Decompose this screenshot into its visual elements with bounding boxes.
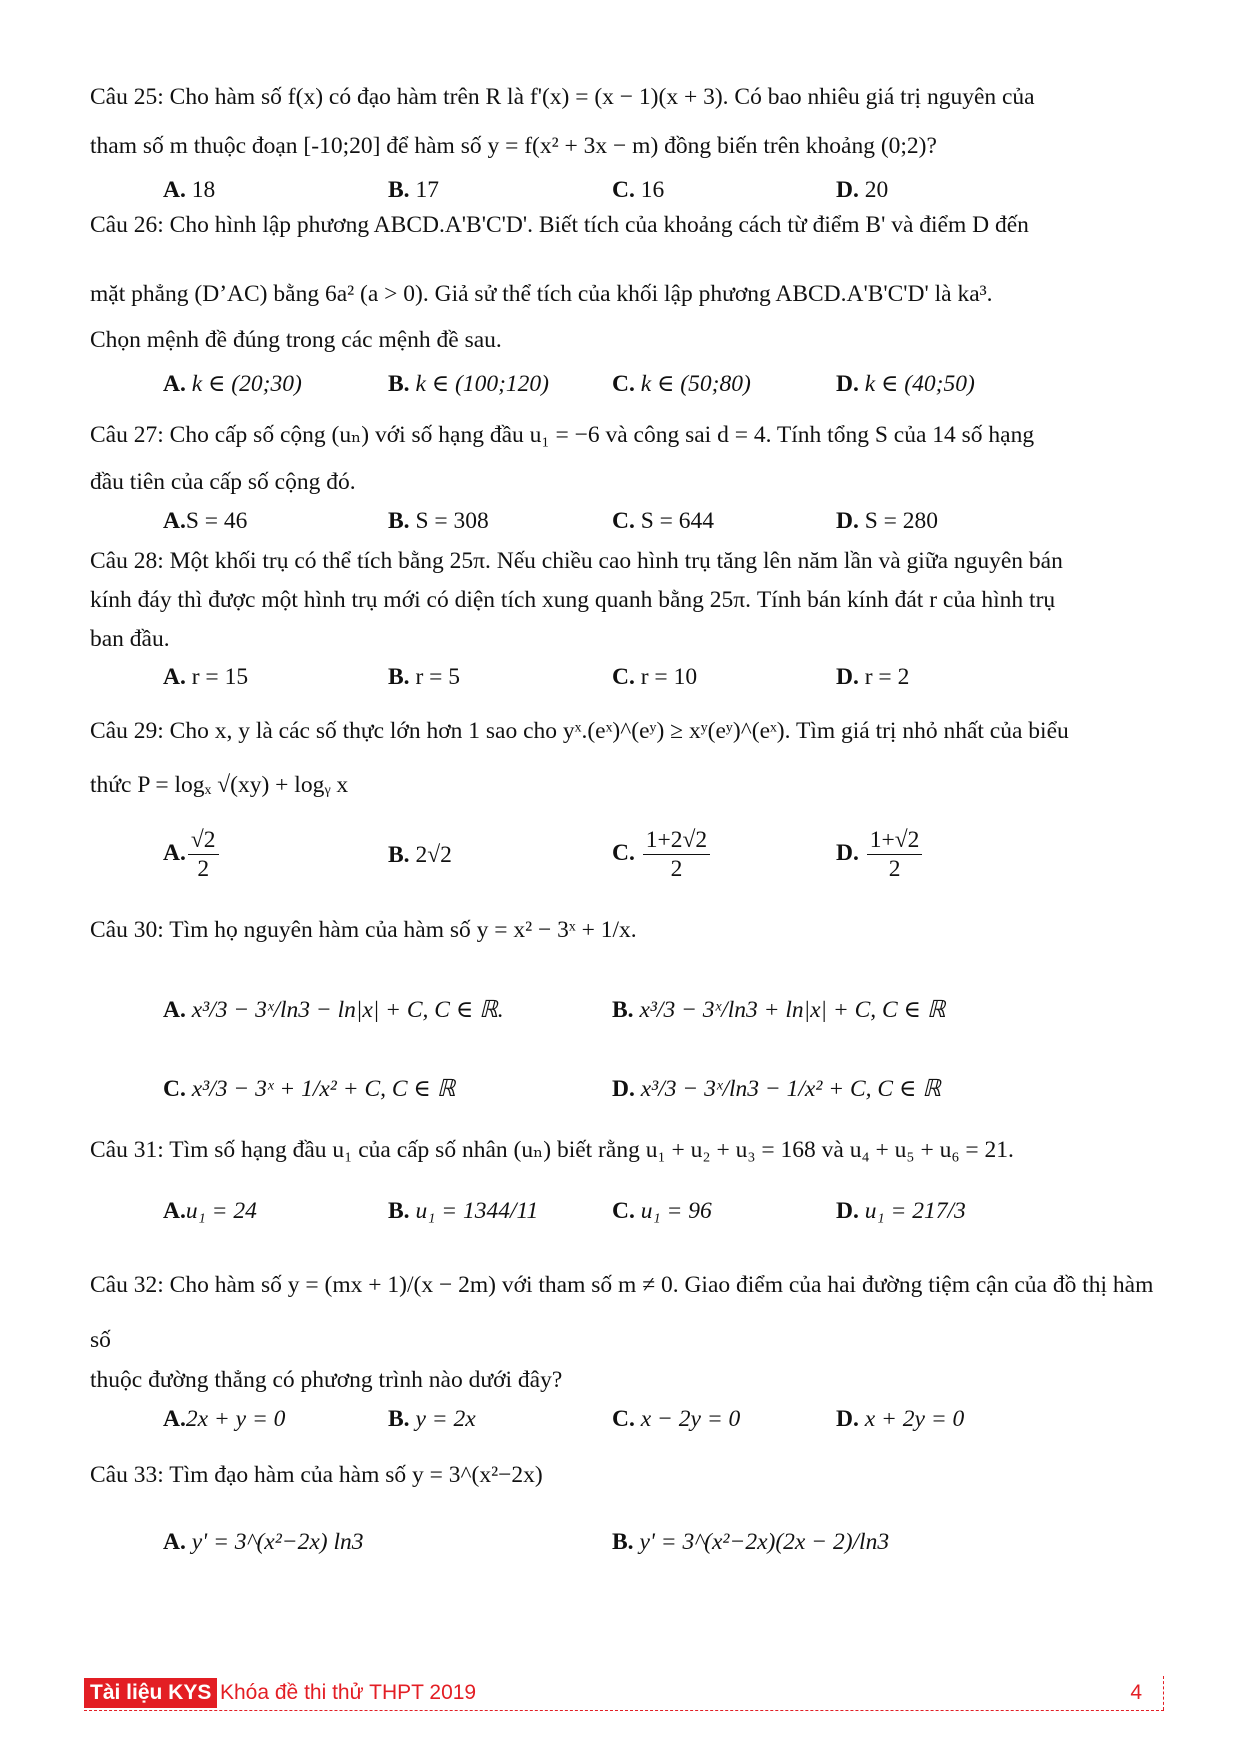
q25-option-a[interactable]: A. 18	[163, 177, 216, 203]
question-25-line-1: Câu 25: Cho hàm số f(x) có đạo hàm trên R là f'(x) = (x − 1)(x + 3). Có bao nhiêu giá trị nguyên của	[90, 84, 1035, 110]
q30-option-a[interactable]: A. x³/3 − 3ˣ/ln3 − ln|x| + C, C ∈ ℝ.	[163, 997, 504, 1023]
question-32-line-1: Câu 32: Cho hàm số y = (mx + 1)/(x − 2m) với tham số m ≠ 0. Giao điểm của hai đường tiệm cận của đồ thị hàm	[90, 1272, 1154, 1298]
footer-divider	[84, 1710, 1164, 1711]
footer-vertical-divider	[1163, 1676, 1164, 1710]
q28-option-c[interactable]: C. r = 10	[612, 664, 698, 690]
question-29-line-2: thức P = logₓ √(xy) + logᵧ x	[90, 772, 349, 798]
q32-option-c[interactable]: C. x − 2y = 0	[612, 1406, 741, 1432]
q29-option-b[interactable]: B. 2√2	[388, 842, 452, 868]
q28-option-a[interactable]: A. r = 15	[163, 664, 249, 690]
q25-option-d[interactable]: D. 20	[836, 177, 889, 203]
q29-option-d[interactable]: D. $\frac{1+√2}{2}$	[836, 826, 924, 883]
question-26-line-2: mặt phẳng (D’AC) bằng 6a² (a > 0). Giả sử thể tích của khối lập phương ABCD.A'B'C'D' là ka³.	[90, 281, 993, 307]
q31-option-a[interactable]: A.u₁ = 24	[163, 1198, 257, 1224]
q29-option-c[interactable]: C. $\frac{1+2√2}{2}$	[612, 826, 712, 883]
footer-page-number: 4	[1130, 1681, 1142, 1704]
footer-brand-badge: Tài liệu KYS	[84, 1678, 217, 1708]
q28-option-b[interactable]: B. r = 5	[388, 664, 461, 690]
question-33-line-1: Câu 33: Tìm đạo hàm của hàm số y = 3^(x²−2x)	[90, 1462, 543, 1488]
question-28-line-1: Câu 28: Một khối trụ có thể tích bằng 25π. Nếu chiều cao hình trụ tăng lên năm lần và giữa nguyên bán	[90, 548, 1063, 574]
q30-option-c[interactable]: C. x³/3 − 3ˣ + 1/x² + C, C ∈ ℝ	[163, 1076, 456, 1102]
page-footer	[84, 1676, 1164, 1710]
question-30-line-1: Câu 30: Tìm họ nguyên hàm của hàm số y = x² − 3ˣ + 1/x.	[90, 917, 637, 943]
question-27-line-1: Câu 27: Cho cấp số cộng (uₙ) với số hạng đầu u₁ = −6 và công sai d = 4. Tính tổng S của 14 số hạng	[90, 422, 1035, 448]
q32-option-b[interactable]: B. y = 2x	[388, 1406, 476, 1432]
q31-option-b[interactable]: B. u₁ = 1344/11	[388, 1198, 539, 1224]
q27-option-c[interactable]: C. S = 644	[612, 508, 715, 534]
q30-option-d[interactable]: D. x³/3 − 3ˣ/ln3 − 1/x² + C, C ∈ ℝ	[612, 1076, 941, 1102]
q27-option-b[interactable]: B. S = 308	[388, 508, 489, 534]
footer-course-title: Khóa đề thi thử THPT 2019	[220, 1681, 477, 1704]
question-26-line-3: Chọn mệnh đề đúng trong các mệnh đề sau.	[90, 327, 502, 353]
question-28-line-2: kính đáy thì được một hình trụ mới có diện tích xung quanh bằng 25π. Tính bán kính đát r của hình trụ	[90, 587, 1056, 613]
q30-option-b[interactable]: B. x³/3 − 3ˣ/ln3 + ln|x| + C, C ∈ ℝ	[612, 997, 946, 1023]
q26-option-b[interactable]: B. k ∈ (100;120)	[388, 371, 549, 397]
q25-option-c[interactable]: C. 16	[612, 177, 665, 203]
q25-option-b[interactable]: B. 17	[388, 177, 439, 203]
q31-option-c[interactable]: C. u₁ = 96	[612, 1198, 712, 1224]
q33-option-b[interactable]: B. y' = 3^(x²−2x)(2x − 2)/ln3	[612, 1529, 890, 1555]
question-26-line-1: Câu 26: Cho hình lập phương ABCD.A'B'C'D'. Biết tích của khoảng cách từ điểm B' và điểm D đến	[90, 212, 1029, 238]
q31-option-d[interactable]: D. u₁ = 217/3	[836, 1198, 966, 1224]
question-32-line-3: thuộc đường thẳng có phương trình nào dưới đây?	[90, 1367, 563, 1393]
q32-option-d[interactable]: D. x + 2y = 0	[836, 1406, 965, 1432]
q28-option-d[interactable]: D. r = 2	[836, 664, 910, 690]
question-32-line-2: số	[90, 1327, 111, 1353]
q33-option-a[interactable]: A. y' = 3^(x²−2x) ln3	[163, 1529, 364, 1555]
q26-option-c[interactable]: C. k ∈ (50;80)	[612, 371, 751, 397]
question-27-line-2: đầu tiên của cấp số cộng đó.	[90, 469, 356, 495]
question-28-line-3: ban đầu.	[90, 626, 170, 652]
question-31-line-1: Câu 31: Tìm số hạng đầu u₁ của cấp số nhân (uₙ) biết rằng u₁ + u₂ + u₃ = 168 và u₄ + u₅ + u₆ = 21.	[90, 1137, 1014, 1163]
question-29-line-1: Câu 29: Cho x, y là các số thực lớn hơn 1 sao cho yˣ.(eˣ)^(eʸ) ≥ xʸ(eʸ)^(eˣ). Tìm giá trị nhỏ nhất của biểu	[90, 718, 1069, 744]
q27-option-a[interactable]: A.S = 46	[163, 508, 248, 534]
question-25-line-2: tham số m thuộc đoạn [-10;20] để hàm số y = f(x² + 3x − m) đồng biến trên khoảng (0;2)?	[90, 133, 937, 159]
q26-option-d[interactable]: D. k ∈ (40;50)	[836, 371, 975, 397]
q26-option-a[interactable]: A. k ∈ (20;30)	[163, 371, 302, 397]
q29-option-a[interactable]: A. $\frac{√2}{2}$	[163, 826, 221, 883]
q27-option-d[interactable]: D. S = 280	[836, 508, 939, 534]
q32-option-a[interactable]: A.2x + y = 0	[163, 1406, 286, 1432]
